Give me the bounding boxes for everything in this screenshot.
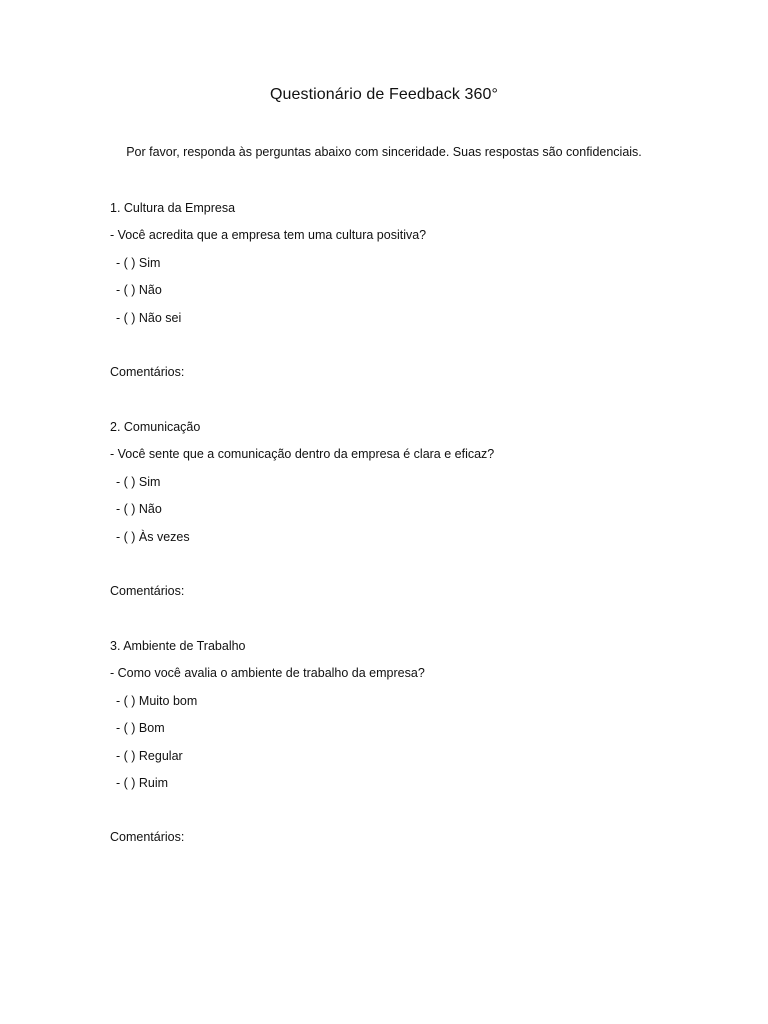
question-text: - Como você avalia o ambiente de trabalho da empresa? [110,666,425,681]
section-comunicacao [110,420,710,611]
answer-option: - ( ) Regular [116,748,183,763]
section-cultura [110,201,710,392]
question-text: - Você sente que a comunicação dentro da empresa é clara e eficaz? [110,447,495,462]
answer-option: - ( ) Muito bom [116,693,198,708]
answer-option: - ( ) Bom [116,721,165,736]
section-heading: 2. Comunicação [110,420,201,434]
document-title: Questionário de Feedback 360° [269,86,499,103]
answer-option: - ( ) Às vezes [116,529,190,544]
answer-option: - ( ) Não [116,283,162,298]
comments-label: Comentários: [110,364,185,379]
answer-option: - ( ) Sim [116,255,161,270]
section-ambiente [110,639,710,858]
answer-option: - ( ) Não sei [116,310,182,325]
answer-option: - ( ) Sim [116,474,161,489]
comments-label: Comentários: [110,830,185,845]
question-text: - Você acredita que a empresa tem uma cultura positiva? [110,228,427,243]
comments-label: Comentários: [110,583,185,598]
answer-option: - ( ) Não [116,502,162,517]
section-heading: 1. Cultura da Empresa [110,201,236,215]
section-heading: 3. Ambiente de Trabalho [110,639,246,653]
document-intro: Por favor, responda às perguntas abaixo com sinceridade. Suas respostas são confidenciais. [126,145,642,159]
answer-option: - ( ) Ruim [116,775,169,790]
